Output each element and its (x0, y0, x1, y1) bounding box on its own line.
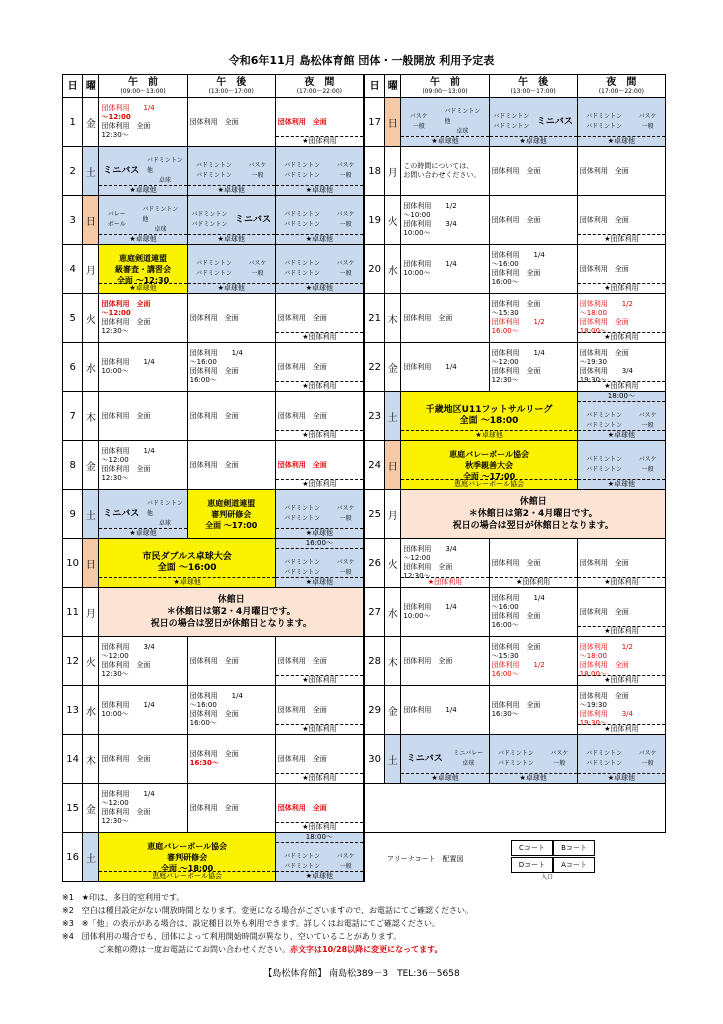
day-28-slot-1: 団体利用 全面 ～15:30 団体利用 1/2 16:00～ (489, 637, 577, 686)
weekday-25: 月 (385, 490, 401, 539)
day-23-slot-0: 千歳地区U11フットサルリーグ 全面 ～18:00 ★卓球他 (401, 392, 577, 441)
day-17-slot-2: バドミントン バドミントン バスケ 一般 ★卓球他 (577, 98, 665, 147)
weekday-17: 日 (385, 98, 401, 147)
weekday-29: 金 (385, 686, 401, 735)
day-3-slot-1: バドミントン バドミントン ミニバス ★卓球他 (187, 196, 275, 245)
day-24: 24 (364, 441, 384, 490)
day-9-slot-2: バドミントン バドミントン バスケ 一般 ★卓球他 (275, 490, 363, 539)
day-3-slot-0: バレー ボール バドミントン 他 卓球 ★卓球他 (99, 196, 187, 245)
day-6: 6 (63, 343, 83, 392)
weekday-20: 水 (385, 245, 401, 294)
day-2-slot-1: バドミントン バドミントン バスケ 一般 ★卓球他 (187, 147, 275, 196)
schedule-table (62, 74, 666, 882)
day-9: 9 (63, 490, 83, 539)
weekday-22: 金 (385, 343, 401, 392)
day-22-slot-2: 団体利用 全面 ～19:30 団体利用 3/4 19:30～ ★団体利用 (577, 343, 665, 392)
day-13-slot-2: 団体利用 全面 ★団体利用 (275, 686, 363, 735)
day-8-slot-2: 団体利用 全面 ★団体利用 (275, 441, 363, 490)
page-title: 令和6年11月 島松体育館 団体・一般開放 利用予定表 (228, 54, 495, 67)
table-row (63, 245, 666, 294)
weekday-7: 木 (83, 392, 99, 441)
table-row (63, 196, 666, 245)
day-27-slot-2: 団体利用 全面 ★団体利用 (577, 588, 665, 637)
day-14-slot-0: 団体利用 全面 (99, 735, 187, 784)
weekday-10: 日 (83, 539, 99, 588)
table-row (63, 490, 666, 539)
weekday-21: 木 (385, 294, 401, 343)
day-29-slot-0: 団体利用 1/4 (401, 686, 489, 735)
day-25: 25 (364, 490, 384, 539)
weekday-24: 日 (385, 441, 401, 490)
day-26: 26 (364, 539, 384, 588)
weekday-2: 土 (83, 147, 99, 196)
day-5-slot-0: 団体利用 全面 ～12:00 団体利用 全面 12:30～ (99, 294, 187, 343)
day-3-slot-2: バドミントン バドミントン バスケ 一般 ★卓球他 (275, 196, 363, 245)
day-28: 28 (364, 637, 384, 686)
court-layout-label: アリーナコート 配置図 (387, 855, 464, 863)
weekday-4: 月 (83, 245, 99, 294)
day-18-slot-0: この時間については、 お問い合わせください。 (401, 147, 489, 196)
day-1: 1 (63, 98, 83, 147)
day-13-slot-1: 団体利用 1/4 ～16:00 団体利用 全面 16:00～ (187, 686, 275, 735)
day-4: 4 (63, 245, 83, 294)
weekday-19: 火 (385, 196, 401, 245)
weekday-15: 金 (83, 784, 99, 833)
weekday-28: 木 (385, 637, 401, 686)
day-10-slot-2: 16:00～ バドミントン バドミントン バスケ 一般 ★卓球他 (275, 539, 363, 588)
day-11: 11 (63, 588, 83, 637)
day-28-slot-2: 団体利用 1/2 ～18:00 団体利用 全面 18:00～ ★団体利用 (577, 637, 665, 686)
day-23: 23 (364, 392, 384, 441)
day-8-slot-1: 団体利用 全面 (187, 441, 275, 490)
day-21-slot-2: 団体利用 1/2 ～18:00 団体利用 全面 18:00～ ★団体利用 (577, 294, 665, 343)
day-8: 8 (63, 441, 83, 490)
court-b: Bコート (553, 840, 595, 856)
notes (62, 891, 473, 956)
day-26-slot-0: 団体利用 3/4 ～12:00 団体利用 全面 12:30～ ★団体利用 (401, 539, 489, 588)
header-weekday: 曜 (83, 75, 99, 98)
day-19: 19 (364, 196, 384, 245)
weekday-18: 月 (385, 147, 401, 196)
day-20-slot-2: 団体利用 全面 ★団体利用 (577, 245, 665, 294)
day-7-slot-0: 団体利用 全面 (99, 392, 187, 441)
day-22-slot-0: 団体利用 1/4 (401, 343, 489, 392)
day-16-slot-0: 恵庭バレーボール協会 審判研修会 全面 ～18:00 恵庭バレーボール協会 (99, 833, 275, 882)
day-14: 14 (63, 735, 83, 784)
day-19-slot-0: 団体利用 1/2 ～10:00 団体利用 3/4 10:00～ (401, 196, 489, 245)
header-am-r: 午 前 (09:00～13:00) (401, 75, 489, 98)
weekday-1: 金 (83, 98, 99, 147)
day-20: 20 (364, 245, 384, 294)
day-26-slot-2: 団体利用 全面 ★団体利用 (577, 539, 665, 588)
day-17: 17 (364, 98, 384, 147)
day-15-slot-0: 団体利用 1/4 ～12:00 団体利用 全面 12:30～ (99, 784, 187, 833)
court-c: Cコート (511, 840, 553, 856)
weekday-27: 水 (385, 588, 401, 637)
day-2: 2 (63, 147, 83, 196)
day-10: 10 (63, 539, 83, 588)
header-ev: 夜 間 (17:00～22:00) (275, 75, 363, 98)
day-28-slot-0: 団体利用 全面 (401, 637, 489, 686)
day-9-slot-1: 恵庭剣道連盟 審判研修会 全面 ～17:00 (187, 490, 275, 539)
day-5: 5 (63, 294, 83, 343)
day-7-slot-1: 団体利用 全面 (187, 392, 275, 441)
day-4-slot-1: バドミントン バドミントン バスケ 一般 ★卓球他 (187, 245, 275, 294)
header-weekday-r: 曜 (385, 75, 401, 98)
day-30: 30 (364, 735, 384, 784)
day-13-slot-0: 団体利用 1/4 10:00～ (99, 686, 187, 735)
day-9-slot-0: ミニバス バドミントン 他 卓球 ★卓球他 (99, 490, 187, 539)
day-22: 22 (364, 343, 384, 392)
day-2-slot-2: バドミントン バドミントン バスケ 一般 ★卓球他 (275, 147, 363, 196)
day-21: 21 (364, 294, 384, 343)
table-row (63, 686, 666, 735)
weekday-9: 土 (83, 490, 99, 539)
weekday-26: 火 (385, 539, 401, 588)
day-4-slot-0: 恵庭剣道連盟 級審査・講習会 全面 ～12:30 ★卓球他 (99, 245, 187, 294)
table-row (63, 637, 666, 686)
day-26-slot-1: 団体利用 全面 ★団体利用 (489, 539, 577, 588)
day-13: 13 (63, 686, 83, 735)
day-21-slot-0: 団体利用 全面 (401, 294, 489, 343)
day-27-slot-1: 団体利用 1/4 ～16:00 団体利用 全面 16:00～ (489, 588, 577, 637)
day-29-slot-2: 団体利用 全面 ～19:30 団体利用 3/4 19:30～ ★団体利用 (577, 686, 665, 735)
day-18: 18 (364, 147, 384, 196)
day-5-slot-2: 団体利用 全面 ★団体利用 (275, 294, 363, 343)
day-12-slot-0: 団体利用 3/4 ～12:00 団体利用 全面 12:30～ (99, 637, 187, 686)
day-18-slot-2: 団体利用 全面 (577, 147, 665, 196)
court-d: Dコート (511, 857, 553, 873)
weekday-16: 土 (83, 833, 99, 882)
day-27-slot-0: 団体利用 1/4 10:00～ (401, 588, 489, 637)
header-ev-r: 夜 間 (17:00～22:00) (577, 75, 665, 98)
day-23-slot-2: 18:00～ バドミントン バドミントン バスケ 一般 ★卓球他 (577, 392, 665, 441)
day-29: 29 (364, 686, 384, 735)
table-row (63, 539, 666, 588)
table-row (63, 735, 666, 784)
note-3: ※3 ※「他」の表示がある場合は、設定種目以外も利用できます。詳しくはお電話にてご確認ください。 (62, 919, 440, 928)
day-18-slot-1: 団体利用 全面 (489, 147, 577, 196)
day-21-slot-1: 団体利用 全面 ～15:30 団体利用 1/2 16:00～ (489, 294, 577, 343)
day-24-slot-0: 恵庭バレーボール協会 秋季親善大会 全面 ～17:00 恵庭バレーボール協会 (401, 441, 577, 490)
day-15: 15 (63, 784, 83, 833)
header-row (63, 75, 666, 98)
day-8-slot-0: 団体利用 1/4 ～12:00 団体利用 全面 12:30～ (99, 441, 187, 490)
day-19-slot-1: 団体利用 全面 (489, 196, 577, 245)
table-row (63, 441, 666, 490)
day-12-slot-2: 団体利用 全面 ★団体利用 (275, 637, 363, 686)
day-22-slot-1: 団体利用 1/4 ～12:00 団体利用 全面 12:30～ (489, 343, 577, 392)
header-am: 午 前 (09:00～13:00) (99, 75, 187, 98)
table-row (63, 588, 666, 637)
day-17-slot-1: バドミントン バドミントン ミニバス ★卓球他 (489, 98, 577, 147)
table-row (63, 147, 666, 196)
weekday-12: 火 (83, 637, 99, 686)
day-6-slot-2: 団体利用 全面 ★団体利用 (275, 343, 363, 392)
day-4-slot-2: バドミントン バドミントン バスケ 一般 ★卓球他 (275, 245, 363, 294)
day-16-slot-2: 18:00～ バドミントン バドミントン バスケ 一般 ★卓球他 (275, 833, 363, 882)
table-row (63, 294, 666, 343)
day-5-slot-1: 団体利用 全面 (187, 294, 275, 343)
court-a: Aコート (553, 857, 595, 873)
table-row (63, 392, 666, 441)
day-30-slot-0: ミニバス ミニバレー 卓球 ★卓球他 (401, 735, 489, 784)
day-1-slot-2: 団体利用 全面 ★団体利用 (275, 98, 363, 147)
court-layout (387, 840, 595, 881)
day-2-slot-0: ミニバス バドミントン 他 卓球 ★卓球他 (99, 147, 187, 196)
day-17-slot-0: バスケ 一般 バドミントン 他 卓球 ★卓球他 (401, 98, 489, 147)
header-pm: 午 後 (13:00～17:00) (187, 75, 275, 98)
day-16: 16 (63, 833, 83, 882)
day-10-slot-0: 市民ダブルス卓球大会 全面 ～16:00 ★卓球他 (99, 539, 275, 588)
weekday-5: 火 (83, 294, 99, 343)
day-6-slot-1: 団体利用 1/4 ～16:00 団体利用 全面 16:00～ (187, 343, 275, 392)
weekday-14: 木 (83, 735, 99, 784)
day-12: 12 (63, 637, 83, 686)
day-3: 3 (63, 196, 83, 245)
day-15-slot-2: 団体利用 全面 ★団体利用 (275, 784, 363, 833)
note-2: ※2 空白は種目設定がない開放時間となります。変更になる場合がございますので、お電話にてご確認ください。 (62, 906, 473, 915)
day-20-slot-0: 団体利用 1/4 10:00～ (401, 245, 489, 294)
weekday-6: 水 (83, 343, 99, 392)
day-27: 27 (364, 588, 384, 637)
weekday-8: 金 (83, 441, 99, 490)
day-7: 7 (63, 392, 83, 441)
footer-address: 【島松体育館】 南島松389－3 TEL:36－5658 (263, 969, 460, 979)
note-4: ※4 団体利用の場合でも、団体によって利用開始時間が異なり、空いていることがあります。 (62, 932, 402, 941)
day-15-slot-1: 団体利用 全面 (187, 784, 275, 833)
weekday-11: 月 (83, 588, 99, 637)
day-14-slot-1: 団体利用 全面 16:30～ (187, 735, 275, 784)
weekday-3: 日 (83, 196, 99, 245)
weekday-13: 水 (83, 686, 99, 735)
header-day: 日 (63, 75, 83, 98)
day-11-slot-0: 休館日 ＊休館日は第2・4月曜日です。 祝日の場合は翌日が休館日となります。 (99, 588, 363, 637)
weekday-30: 土 (385, 735, 401, 784)
day-1-slot-0: 団体利用 1/4 ～12:00 団体利用 全面 12:30～ (99, 98, 187, 147)
table-row (63, 98, 666, 147)
day-7-slot-2: 団体利用 全面 ★団体利用 (275, 392, 363, 441)
note-5: ご来館の際は一度お電話にてお問い合わせください。赤文字は10/28以降に変更になってます。 (98, 945, 443, 954)
table-row (63, 784, 666, 833)
court-entrance: 入口 (541, 874, 554, 881)
day-6-slot-0: 団体利用 1/4 10:00～ (99, 343, 187, 392)
header-pm-r: 午 後 (13:00～17:00) (489, 75, 577, 98)
day-19-slot-2: 団体利用 全面 ★団体利用 (577, 196, 665, 245)
day-24-slot-2: バドミントン バドミントン バスケ 一般 ★卓球他 (577, 441, 665, 490)
weekday-23: 土 (385, 392, 401, 441)
day-12-slot-1: 団体利用 全面 (187, 637, 275, 686)
header-day-r: 日 (364, 75, 384, 98)
day-29-slot-1: 団体利用 全面 16:30～ (489, 686, 577, 735)
day-1-slot-1: 団体利用 全面 (187, 98, 275, 147)
day-30-slot-1: バドミントン バドミントン バスケ 一般 ★卓球他 (489, 735, 577, 784)
day-25-slot-0: 休館日 ＊休館日は第2・4月曜日です。 祝日の場合は翌日が休館日となります。 (401, 490, 666, 539)
day-30-slot-2: バドミントン バドミントン バスケ 一般 ★卓球他 (577, 735, 665, 784)
day-14-slot-2: 団体利用 全面 ★団体利用 (275, 735, 363, 784)
note-1: ※1 ★印は、多目的室利用です。 (62, 893, 185, 902)
table-row (63, 343, 666, 392)
day-20-slot-1: 団体利用 1/4 ～16:00 団体利用 全面 16:00～ (489, 245, 577, 294)
